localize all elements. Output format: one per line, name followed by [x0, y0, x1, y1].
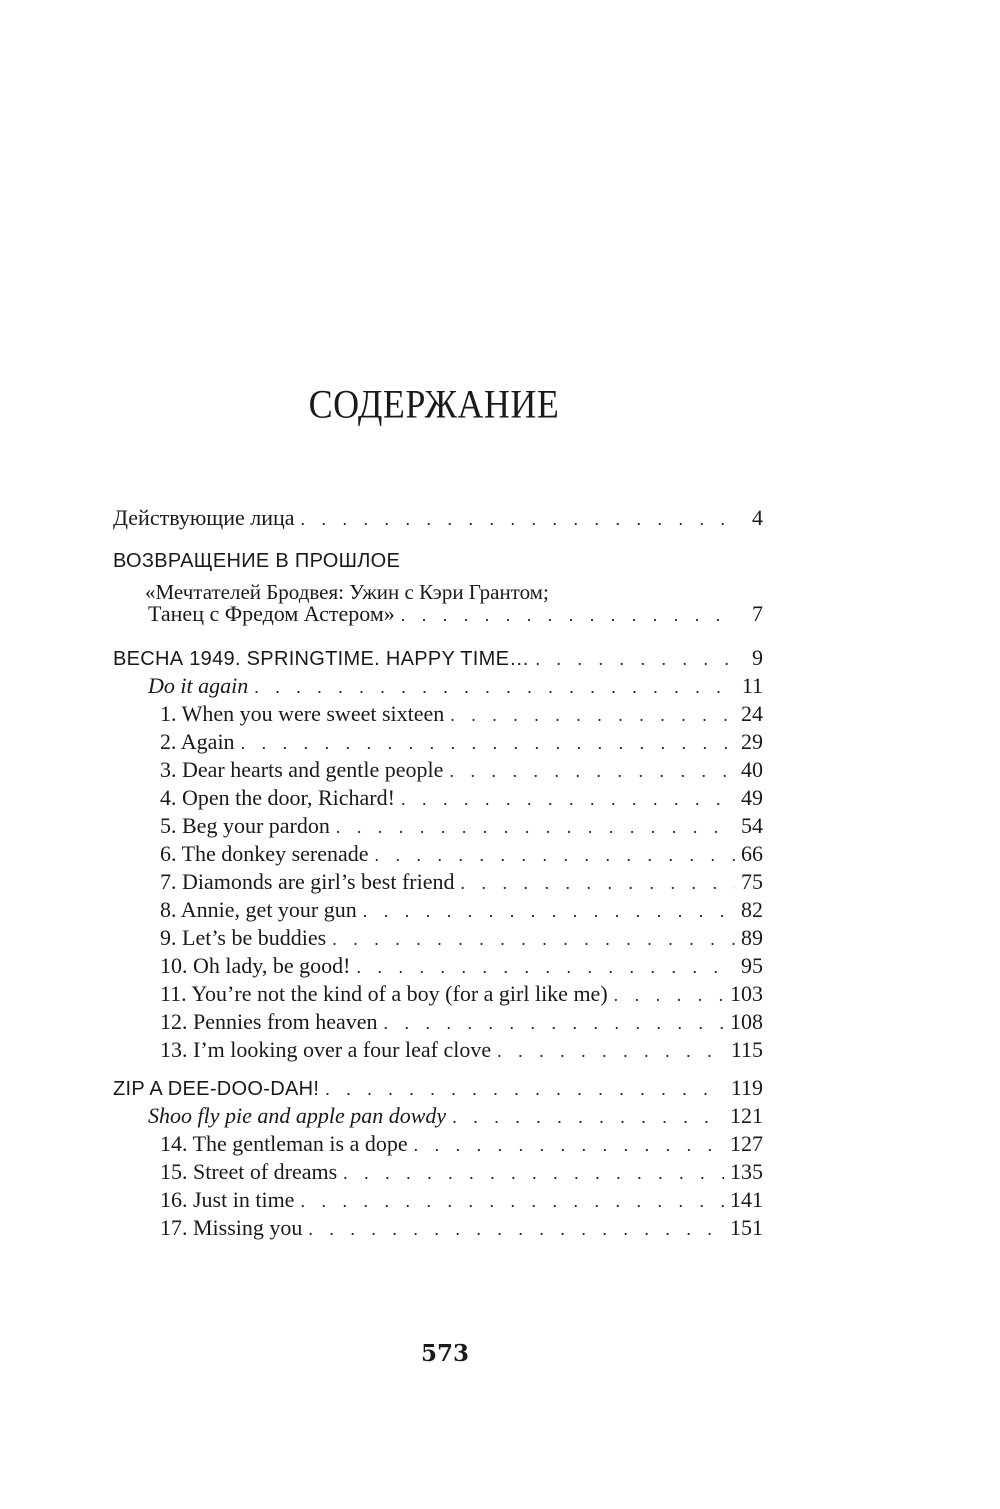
toc-entry [160, 869, 763, 897]
dot-leader [254, 677, 735, 698]
toc-entry-label: 16. Just in time [160, 1187, 295, 1212]
toc-entry [160, 953, 763, 981]
toc-entry-page: 66 [741, 841, 763, 866]
toc-entry-page: 121 [730, 1103, 763, 1128]
subtitle-line: «Мечтателей Бродвея: Ужин с Кэри Грантом; [145, 580, 549, 604]
page-title: СОДЕРЖАНИЕ [308, 381, 560, 427]
toc-entry-page: 127 [730, 1131, 763, 1156]
toc-entry [148, 601, 763, 629]
dot-leader [401, 789, 735, 810]
dot-leader [308, 1219, 724, 1240]
toc-entry [160, 757, 763, 785]
toc-entry-page: 115 [730, 1037, 763, 1062]
toc-entry-page: 75 [741, 869, 763, 894]
toc-entry-page: 141 [730, 1187, 763, 1212]
toc-entry-label: Shoo fly pie and apple pan dowdy [148, 1103, 447, 1128]
toc-entry-label: Do it again [148, 673, 249, 698]
toc-entry-page: 7 [752, 601, 763, 626]
toc-entry-page: 9 [752, 645, 763, 670]
toc-entry-page: 95 [741, 953, 763, 978]
dot-leader [461, 873, 736, 894]
dot-leader [241, 733, 735, 754]
dot-leader [401, 605, 735, 626]
toc-entry-label: 13. I’m looking over a four leaf clove [160, 1037, 492, 1062]
toc-entry [160, 841, 763, 869]
toc-entry [160, 897, 763, 925]
dot-leader [449, 761, 735, 782]
toc-entry [160, 1009, 763, 1037]
toc-entry-label: 8. Annie, get your gun [160, 897, 357, 922]
toc-entry-label: 12. Pennies from heaven [160, 1009, 378, 1034]
toc-entry [148, 673, 763, 701]
toc-entry [160, 1215, 763, 1243]
toc-entry [160, 729, 763, 757]
toc-entry [160, 785, 763, 813]
toc-entry-page: 89 [741, 925, 763, 950]
toc-entry-page: 82 [741, 897, 763, 922]
toc-entry-page: 108 [730, 1009, 763, 1034]
dot-leader [414, 1135, 724, 1156]
toc-entry [113, 645, 763, 673]
toc-entry [160, 701, 763, 729]
toc-entry-page: 11 [741, 673, 763, 698]
toc-entry [113, 505, 763, 533]
dot-leader [301, 509, 735, 530]
dot-leader [356, 957, 735, 978]
toc-entry-label: ВЕСНА 1949. SPRINGTIME. HAPPY TIME… [113, 648, 530, 670]
toc-entry-label: 7. Diamonds are girl’s best friend [160, 869, 455, 894]
toc-entry-page: 40 [741, 757, 763, 782]
dot-leader [363, 901, 735, 922]
toc-entry-label: 2. Again [160, 729, 235, 754]
section-heading: ВОЗВРАЩЕНИЕ В ПРОШЛОЕ [113, 550, 401, 572]
toc-entry-label: Действующие лица [113, 505, 295, 530]
dot-leader [497, 1041, 725, 1062]
dot-leader [536, 649, 735, 670]
dot-leader [343, 1163, 724, 1184]
toc-entry-label: 10. Oh lady, be good! [160, 953, 351, 978]
toc-entry [160, 1131, 763, 1159]
toc-entry [160, 1037, 763, 1065]
toc-entry-page: 29 [741, 729, 763, 754]
toc-entry [113, 1075, 763, 1103]
dot-leader [300, 1191, 724, 1212]
dot-leader [614, 985, 724, 1006]
toc-entry [160, 813, 763, 841]
toc-entry-page: 151 [730, 1215, 763, 1240]
toc-entry-label: 9. Let’s be buddies [160, 925, 327, 950]
toc-entry-label: 6. The donkey serenade [160, 841, 369, 866]
toc-entry-label: 15. Street of dreams [160, 1159, 338, 1184]
dot-leader [384, 1013, 725, 1034]
toc-entry [148, 1103, 763, 1131]
toc-entry-label: Танец с Фредом Астером» [148, 601, 395, 626]
toc-entry [160, 1187, 763, 1215]
toc-entry-page: 54 [741, 813, 763, 838]
toc-entry-page: 135 [730, 1159, 763, 1184]
toc-entry-label: 1. When you were sweet sixteen [160, 701, 445, 726]
dot-leader [452, 1107, 724, 1128]
dot-leader [332, 929, 735, 950]
dot-leader [450, 705, 735, 726]
page-number: 573 [420, 1340, 469, 1367]
toc-entry-label: 17. Missing you [160, 1215, 303, 1240]
toc-entry-label: 5. Beg your pardon [160, 813, 330, 838]
dot-leader [336, 817, 735, 838]
toc-entry-label: 14. The gentleman is a dope [160, 1131, 408, 1156]
toc-entry-label: 11. You’re not the kind of a boy (for a girl like me) [160, 981, 608, 1006]
toc-entry-label: 3. Dear hearts and gentle people [160, 757, 444, 782]
toc-entry-label: ZIP A DEE-DOO-DAH! [113, 1078, 320, 1100]
dot-leader [375, 845, 735, 866]
toc-entry [160, 925, 763, 953]
toc-entry-page: 24 [741, 701, 763, 726]
toc-entry-page: 103 [730, 981, 763, 1006]
toc-entry [160, 1159, 763, 1187]
toc-entry-page: 4 [752, 505, 763, 530]
toc-entry-page: 119 [730, 1075, 763, 1100]
toc-entry-page: 49 [741, 785, 763, 810]
toc-entry [160, 981, 763, 1009]
dot-leader [325, 1079, 725, 1100]
toc-entry-label: 4. Open the door, Richard! [160, 785, 395, 810]
